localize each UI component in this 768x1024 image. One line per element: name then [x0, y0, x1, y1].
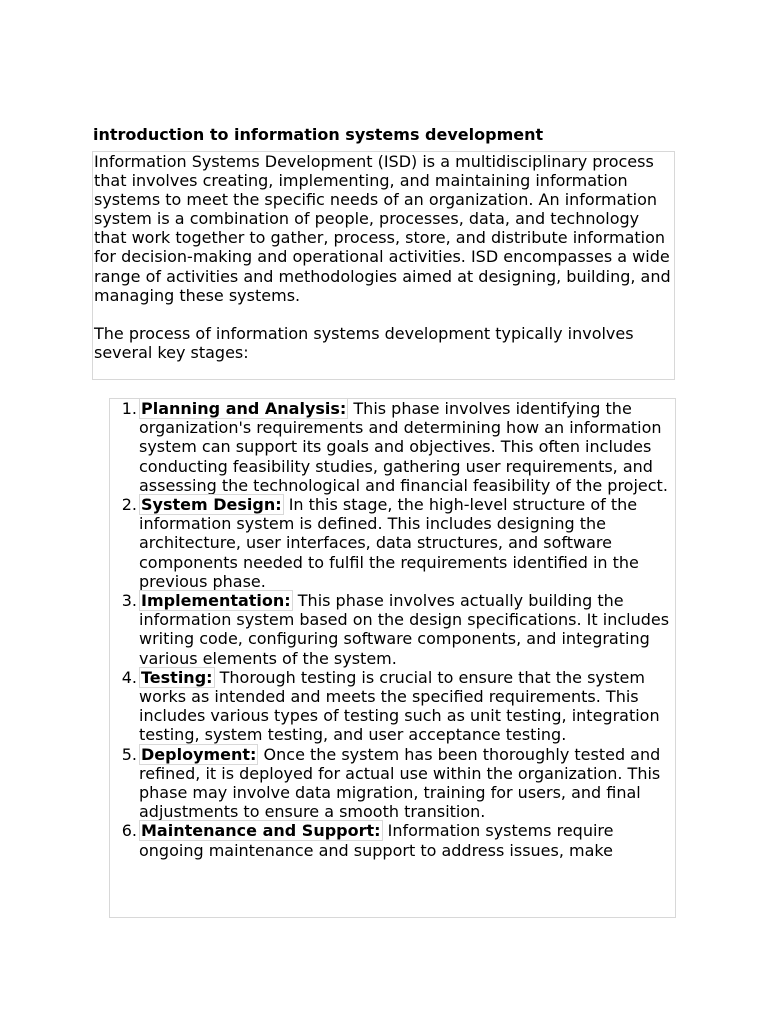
list-item-number: 1.	[121, 399, 137, 418]
stage-description: Once the system has been thoroughly tested and refined, it is deployed for actual use within the organization. This phase may involve data migration, training for users, and final adjustments to ensure a smooth transition.	[139, 744, 661, 822]
stage-term: Planning and Analysis:	[141, 399, 347, 418]
list-item	[121, 591, 675, 668]
stage-description: This phase involves identifying the organization's requirements and determining how an information system can support its goals and objectives. This often includes conducting feasibility studies, gathering user requirements, and assessing the technological and financial feasibility of the project.	[139, 399, 668, 495]
list-item-number: 4.	[121, 667, 137, 687]
list-item-number: 3.	[121, 591, 137, 611]
stage-term: Implementation:	[141, 591, 291, 611]
intro-section	[92, 151, 675, 380]
stage-description: Information systems require ongoing maintenance and support to address issues, make	[139, 821, 614, 860]
intro-paragraph: The process of information systems development typically involves several key stages:	[94, 323, 634, 362]
list-item-number: 6.	[121, 821, 137, 841]
list-item	[121, 667, 675, 745]
stage-term: Testing:	[141, 667, 213, 687]
stage-description: Thorough testing is crucial to ensure that the system works as intended and meets the specified requirements. This includes various types of testing such as unit testing, integration testing, system testing, and user acceptance testing.	[139, 667, 660, 745]
stages-section	[109, 398, 676, 918]
stage-term: Maintenance and Support:	[141, 821, 381, 841]
list-item-number: 2.	[121, 495, 137, 515]
list-item	[121, 821, 675, 860]
stages-list	[110, 399, 675, 860]
stage-description: This phase involves actually building the information system based on the design specifications. It includes writing code, configuring software components, and integrating various elements of the system.	[139, 591, 670, 668]
page-title: introduction to information systems development	[93, 125, 544, 144]
stage-description: In this stage, the high-level structure of the information system is defined. This includes designing the architecture, user interfaces, data structures, and software components needed to fulfil the requirements identified in the previous phase.	[139, 495, 639, 591]
list-item	[121, 399, 675, 495]
stage-term: System Design:	[141, 495, 282, 515]
list-item	[121, 495, 675, 591]
stage-term: Deployment:	[141, 744, 257, 764]
list-item-number: 5.	[121, 744, 137, 764]
intro-paragraph: Information Systems Development (ISD) is a multidisciplinary process that involves creating, implementing, and maintaining information systems to meet the specific needs of an organization. An information system is a combination of people, processes, data, and technology that work together to gather, process, store, and distribute information for decision-making and operational activities. ISD encompasses a wide range of activities and methodologies aimed at designing, building, and managing these systems.	[94, 152, 671, 305]
list-item	[121, 744, 675, 822]
